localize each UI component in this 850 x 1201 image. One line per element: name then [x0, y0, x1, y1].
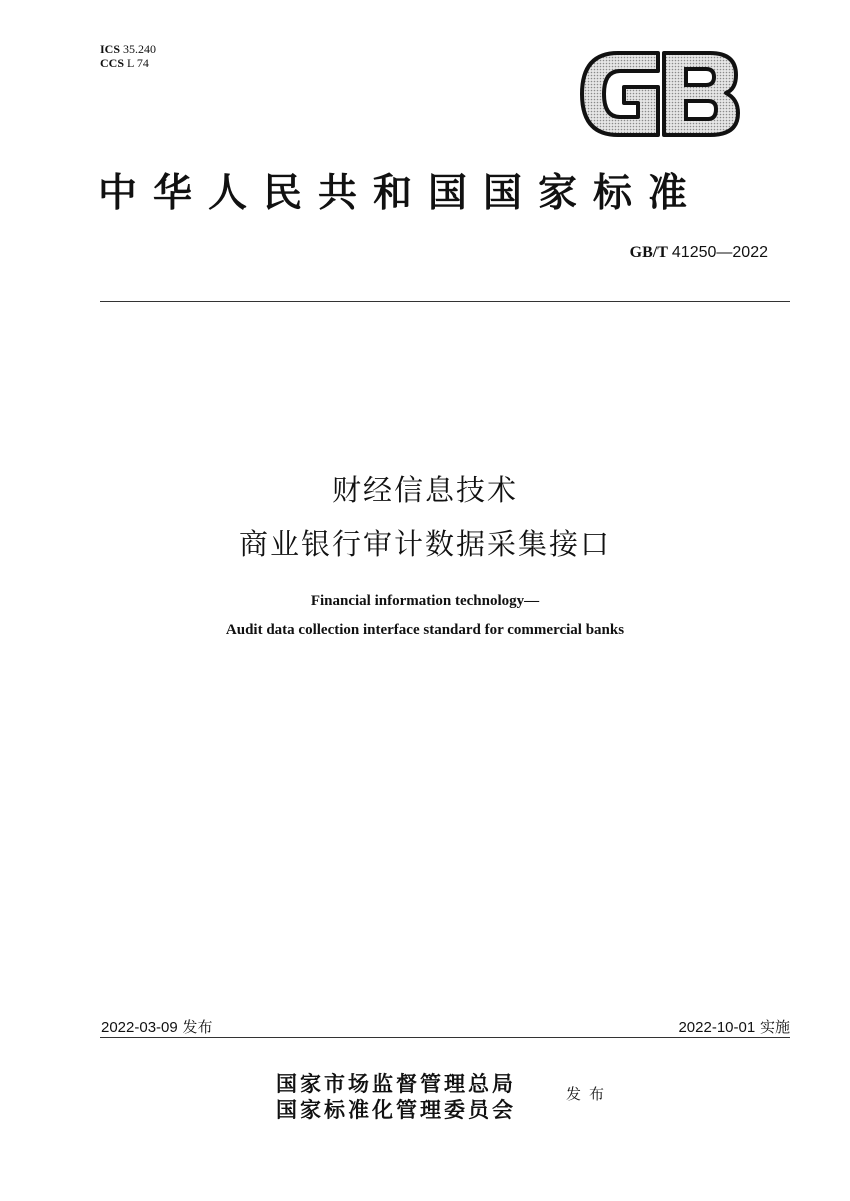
implement-date [678, 1016, 790, 1037]
ccs-code [100, 56, 156, 70]
standard-prefix: GB/T [629, 244, 668, 261]
standard-type-title: 中华人民共和国国家标准 [98, 171, 704, 216]
ics-value: 35.240 [123, 42, 157, 56]
issue-date [101, 1016, 213, 1037]
gb-logo [578, 47, 742, 141]
implement-date-word: 实施 [759, 1018, 790, 1036]
footer-divider [100, 1037, 790, 1038]
classification-codes [100, 42, 156, 70]
title-en-line1: Financial information technology— [310, 593, 540, 609]
issue-date-value: 2022-03-09 [101, 1019, 178, 1036]
standard-number [630, 244, 768, 262]
publish-word: 发布 [566, 1085, 613, 1103]
title-zh-line2: 商业银行审计数据采集接口 [238, 527, 611, 561]
issue-date-word: 发布 [182, 1018, 213, 1036]
ics-label: ICS [100, 42, 121, 56]
title-zh-line1: 财经信息技术 [331, 473, 518, 507]
ccs-value: L 74 [127, 56, 149, 70]
header-divider [100, 301, 790, 302]
implement-date-value: 2022-10-01 [678, 1019, 756, 1036]
ics-code [100, 42, 156, 56]
issuer-line2: 国家标准化管理委员会 [276, 1097, 516, 1122]
standard-number-value: 41250—2022 [671, 244, 768, 261]
title-en-line2: Audit data collection interface standard for commercial banks [225, 622, 625, 638]
issuer-line1: 国家市场监督管理总局 [276, 1071, 516, 1096]
ccs-label: CCS [100, 56, 125, 70]
logo-text: GB [578, 47, 580, 48]
